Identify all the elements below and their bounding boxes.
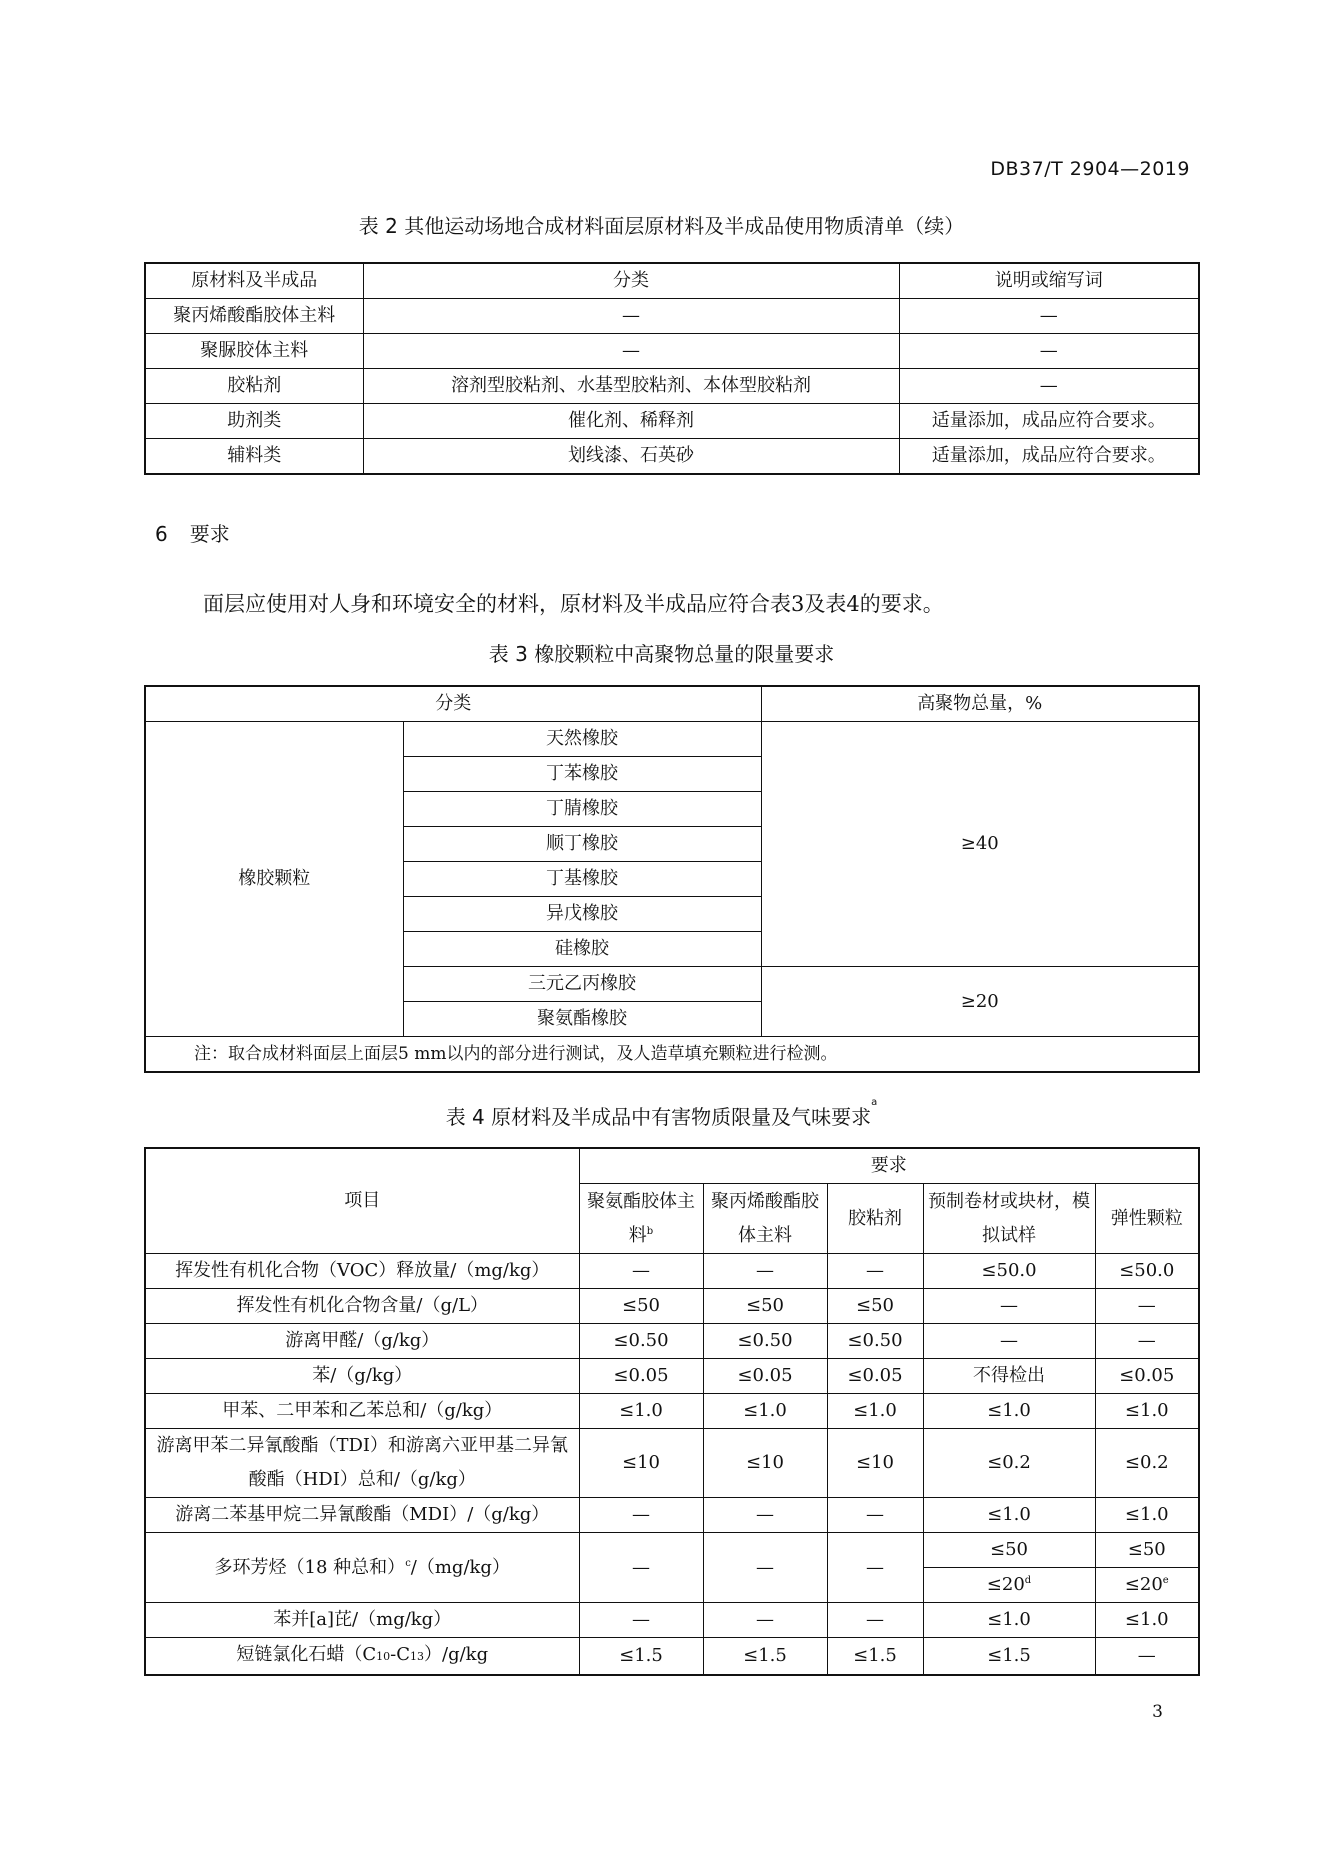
table2-row [145, 299, 1199, 334]
table4-cell: — [703, 1533, 827, 1603]
table2-cell: — [899, 334, 1199, 369]
table3-limit: ≥40 [761, 722, 1199, 967]
table3-row [145, 722, 1199, 757]
section-paragraph: 面层应使用对人身和环境安全的材料，原材料及半成品应符合表3及表4的要求。 [203, 592, 944, 616]
footnote-marker: c [405, 1557, 411, 1569]
table2-header-row [145, 263, 1199, 299]
table2-cell: 辅料类 [145, 439, 363, 475]
table4-cell: — [579, 1498, 703, 1533]
table4-cell: ≤1.5 [923, 1638, 1095, 1676]
table4-cell: — [827, 1498, 923, 1533]
section-heading [155, 518, 230, 547]
table4-header-cell [579, 1184, 703, 1254]
table4-cell: ≤50.0 [1095, 1254, 1199, 1289]
table3-rubber-type: 异戊橡胶 [403, 897, 761, 932]
table4-item-label: 甲苯、二甲苯和乙苯总和/（g/kg） [145, 1394, 579, 1429]
table4-cell: ≤50 [579, 1289, 703, 1324]
table3-caption: 表 3 橡胶颗粒中高聚物总量的限量要求 [488, 642, 835, 666]
table4-cell: — [923, 1289, 1095, 1324]
table2-cell: — [363, 334, 899, 369]
table3-rubber-type: 丁苯橡胶 [403, 757, 761, 792]
table2-caption: 表 2 其他运动场地合成材料面层原材料及半成品使用物质清单（续） [358, 214, 965, 238]
table3-header-cell: 高聚物总量，% [761, 686, 1199, 722]
table4-caption [0, 1097, 1323, 1130]
table4-cell [923, 1568, 1095, 1603]
table4-cell: — [1095, 1289, 1199, 1324]
footnote-marker: e [1162, 1575, 1169, 1586]
table3-note-row [145, 1037, 1199, 1073]
table4-row [145, 1638, 1199, 1676]
table4-cell: ≤50 [827, 1289, 923, 1324]
table4-cell: — [579, 1533, 703, 1603]
table4-cell: — [703, 1498, 827, 1533]
subscript: 13 [410, 1650, 425, 1663]
table3-rubber-type: 丁腈橡胶 [403, 792, 761, 827]
table4-header-label: 聚氨酯胶体主料 [587, 1190, 695, 1246]
table3-rubber-type: 顺丁橡胶 [403, 827, 761, 862]
table3-header-cell: 分类 [145, 686, 761, 722]
table4-cell [1095, 1568, 1199, 1603]
table4-cell: — [1095, 1324, 1199, 1359]
table4-cell: ≤1.0 [1095, 1498, 1199, 1533]
table2-cell: 适量添加，成品应符合要求。 [899, 404, 1199, 439]
table4-item-label [145, 1533, 579, 1603]
table2 [144, 262, 1200, 475]
table2-cell: — [899, 299, 1199, 334]
table4-cell: ≤10 [827, 1429, 923, 1498]
table4-item-label: 挥发性有机化合物含量/（g/L） [145, 1289, 579, 1324]
table4-item-label: 游离二苯基甲烷二异氰酸酯（MDI）/（g/kg） [145, 1498, 579, 1533]
table4-item-label [145, 1638, 579, 1676]
table4-cell: ≤1.0 [1095, 1603, 1199, 1638]
document-code: DB37/T 2904—2019 [990, 158, 1190, 180]
table2-cell: 胶粘剂 [145, 369, 363, 404]
table4 [144, 1147, 1200, 1676]
table4-cell: — [827, 1603, 923, 1638]
table2-header-cell: 说明或缩写词 [899, 263, 1199, 299]
table4-cell: — [923, 1324, 1095, 1359]
table4-cell: — [579, 1603, 703, 1638]
table4-header-cell: 弹性颗粒 [1095, 1184, 1199, 1254]
table3-group-label: 橡胶颗粒 [145, 722, 403, 1037]
table4-cell: ≤1.0 [703, 1394, 827, 1429]
table4-caption-text: 表 4 原材料及半成品中有害物质限量及气味要求 [445, 1105, 872, 1129]
table3 [144, 685, 1200, 1073]
table4-header-row [145, 1148, 1199, 1184]
table4-row [145, 1254, 1199, 1289]
table4-item-unit: ）/g/kg [424, 1644, 489, 1665]
table2-cell: — [899, 369, 1199, 404]
table4-cell: ≤1.5 [827, 1638, 923, 1676]
footnote-marker: a [871, 1097, 878, 1108]
table4-row [145, 1603, 1199, 1638]
table4-cell: ≤10 [703, 1429, 827, 1498]
table2-header-cell: 分类 [363, 263, 899, 299]
table4-header-cell: 预制卷材或块材，模拟试样 [923, 1184, 1095, 1254]
table2-cell: 催化剂、稀释剂 [363, 404, 899, 439]
table4-header-cell: 聚丙烯酸酯胶体主料 [703, 1184, 827, 1254]
table4-header-cell: 胶粘剂 [827, 1184, 923, 1254]
table4-item-label: 挥发性有机化合物（VOC）释放量/（mg/kg） [145, 1254, 579, 1289]
page-number: 3 [1152, 1702, 1163, 1722]
table2-cell: 划线漆、石英砂 [363, 439, 899, 475]
table2-cell: 溶剂型胶粘剂、水基型胶粘剂、本体型胶粘剂 [363, 369, 899, 404]
table4-header-requirement: 要求 [579, 1148, 1199, 1184]
table4-cell: ≤1.5 [703, 1638, 827, 1676]
table4-cell: ≤0.2 [1095, 1429, 1199, 1498]
table2-row [145, 369, 1199, 404]
table4-item-text: 多环芳烃（18 种总和） [214, 1556, 406, 1578]
table4-cell: ≤1.0 [1095, 1394, 1199, 1429]
table4-row [145, 1289, 1199, 1324]
table4-cell: — [827, 1254, 923, 1289]
footnote-marker: b [646, 1225, 654, 1237]
table2-cell: 聚丙烯酸酯胶体主料 [145, 299, 363, 334]
table3-limit: ≥20 [761, 967, 1199, 1037]
table3-rubber-type: 天然橡胶 [403, 722, 761, 757]
table4-cell: — [703, 1254, 827, 1289]
table4-item-label: 苯并[a]芘/（mg/kg） [145, 1603, 579, 1638]
table4-header-item: 项目 [145, 1148, 579, 1254]
table4-cell: 不得检出 [923, 1359, 1095, 1394]
table2-row [145, 334, 1199, 369]
table4-item-label: 游离甲苯二异氰酸酯（TDI）和游离六亚甲基二异氰酸酯（HDI）总和/（g/kg） [145, 1429, 579, 1498]
table2-cell: — [363, 299, 899, 334]
table2-row [145, 404, 1199, 439]
table4-cell: ≤0.2 [923, 1429, 1095, 1498]
table4-row [145, 1498, 1199, 1533]
cell-text: ≤20 [986, 1574, 1025, 1595]
table4-cell: ≤50 [923, 1533, 1095, 1568]
table4-cell: — [827, 1533, 923, 1603]
table3-note: 注：取合成材料面层上面层5 mm以内的部分进行测试，及人造草填充颗粒进行检测。 [145, 1037, 1199, 1073]
table4-cell: — [703, 1603, 827, 1638]
table4-item-label: 苯/（g/kg） [145, 1359, 579, 1394]
table4-cell: ≤0.05 [579, 1359, 703, 1394]
table4-cell: ≤0.50 [703, 1324, 827, 1359]
table4-row [145, 1429, 1199, 1498]
table4-cell: ≤50 [703, 1289, 827, 1324]
table2-row [145, 439, 1199, 475]
table3-rubber-type: 硅橡胶 [403, 932, 761, 967]
table4-cell: ≤0.50 [827, 1324, 923, 1359]
table4-cell: ≤0.50 [579, 1324, 703, 1359]
table4-cell: ≤50 [1095, 1533, 1199, 1568]
table4-item-text: 短链氯化石蜡（C [236, 1644, 377, 1665]
table4-item-text: -C [390, 1644, 411, 1665]
table4-cell: ≤1.0 [923, 1498, 1095, 1533]
table4-cell: ≤0.05 [703, 1359, 827, 1394]
table4-cell: — [1095, 1638, 1199, 1676]
table4-cell: ≤1.0 [923, 1603, 1095, 1638]
table4-cell: ≤0.05 [1095, 1359, 1199, 1394]
section-title: 要求 [189, 522, 230, 546]
table2-cell: 适量添加，成品应符合要求。 [899, 439, 1199, 475]
table4-cell: ≤1.0 [827, 1394, 923, 1429]
table4-item-unit: /（mg/kg） [410, 1556, 510, 1578]
table4-row [145, 1324, 1199, 1359]
table2-cell: 助剂类 [145, 404, 363, 439]
cell-text: ≤20 [1124, 1574, 1163, 1595]
table4-cell: ≤50.0 [923, 1254, 1095, 1289]
table4-cell: ≤1.0 [579, 1394, 703, 1429]
footnote-marker: d [1024, 1575, 1032, 1586]
table4-cell: ≤10 [579, 1429, 703, 1498]
table2-cell: 聚脲胶体主料 [145, 334, 363, 369]
table3-rubber-type: 丁基橡胶 [403, 862, 761, 897]
table3-rubber-type: 三元乙丙橡胶 [403, 967, 761, 1002]
table4-row [145, 1394, 1199, 1429]
table4-row [145, 1533, 1199, 1568]
table4-row [145, 1359, 1199, 1394]
subscript: 10 [376, 1650, 391, 1663]
table3-header-row [145, 686, 1199, 722]
table3-rubber-type: 聚氨酯橡胶 [403, 1002, 761, 1037]
table4-item-label: 游离甲醛/（g/kg） [145, 1324, 579, 1359]
table4-cell: — [579, 1254, 703, 1289]
table4-cell: ≤0.05 [827, 1359, 923, 1394]
table4-cell: ≤1.0 [923, 1394, 1095, 1429]
table2-header-cell: 原材料及半成品 [145, 263, 363, 299]
section-number: 6 [155, 522, 168, 546]
table4-cell: ≤1.5 [579, 1638, 703, 1676]
